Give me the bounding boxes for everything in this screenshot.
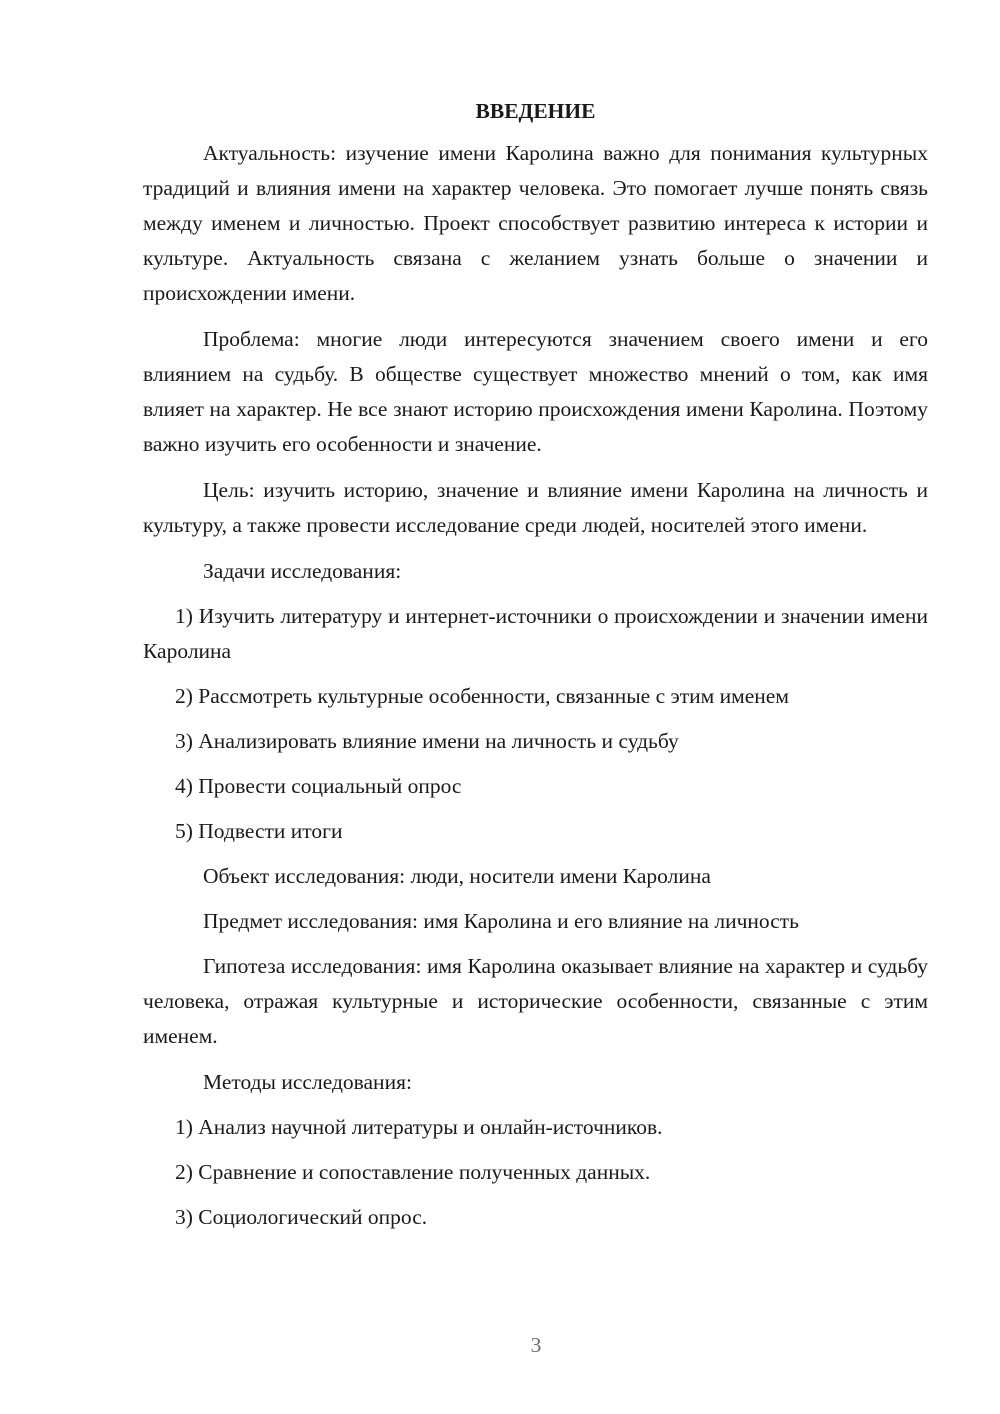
goal-paragraph: Цель: изучить историю, значение и влияние имени Каролина на личность и культуру, а также провести исследование среди людей, носителей этого имени. xyxy=(143,478,928,537)
page-number: 3 xyxy=(530,1333,542,1357)
research-object: Объект исследования: люди, носители имени Каролина xyxy=(203,864,711,888)
section-title: ВВЕДЕНИЕ xyxy=(475,99,596,123)
methods-heading: Методы исследования: xyxy=(203,1070,412,1094)
task-item: 2) Рассмотреть культурные особенности, связанные с этим именем xyxy=(175,684,789,708)
task-item: 1) Изучить литературу и интернет-источники о происхождении и значении имени Каролина xyxy=(143,604,928,663)
problem-paragraph: Проблема: многие люди интересуются значением своего имени и его влиянием на судьбу. В обществе существует множество мнений о том, как имя влияет на характер. Не все знают историю происхождения имени Каролина. Поэтому важно изучить его особенности и значение. xyxy=(143,327,928,456)
relevance-paragraph: Актуальность: изучение имени Каролина важно для понимания культурных традиций и влияния имени на характер человека. Это помогает лучше понять связь между именем и личностью. Проект способствует развитию интереса к истории и культуре. Актуальность связана с желанием узнать больше о значении и происхождении имени. xyxy=(143,141,928,305)
document-page xyxy=(143,96,928,1245)
method-item: 3) Социологический опрос. xyxy=(175,1205,428,1229)
task-item: 3) Анализировать влияние имени на личность и судьбу xyxy=(175,729,679,753)
tasks-heading: Задачи исследования: xyxy=(203,559,402,583)
research-subject: Предмет исследования: имя Каролина и его влияние на личность xyxy=(203,909,799,933)
task-item: 5) Подвести итоги xyxy=(175,819,343,843)
method-item: 2) Сравнение и сопоставление полученных данных. xyxy=(175,1160,651,1184)
task-item: 4) Провести социальный опрос xyxy=(175,774,462,798)
hypothesis-paragraph: Гипотеза исследования: имя Каролина оказывает влияние на характер и судьбу человека, отражая культурные и исторические особенности, связанные с этим именем. xyxy=(143,954,928,1048)
method-item: 1) Анализ научной литературы и онлайн-источников. xyxy=(175,1115,663,1139)
